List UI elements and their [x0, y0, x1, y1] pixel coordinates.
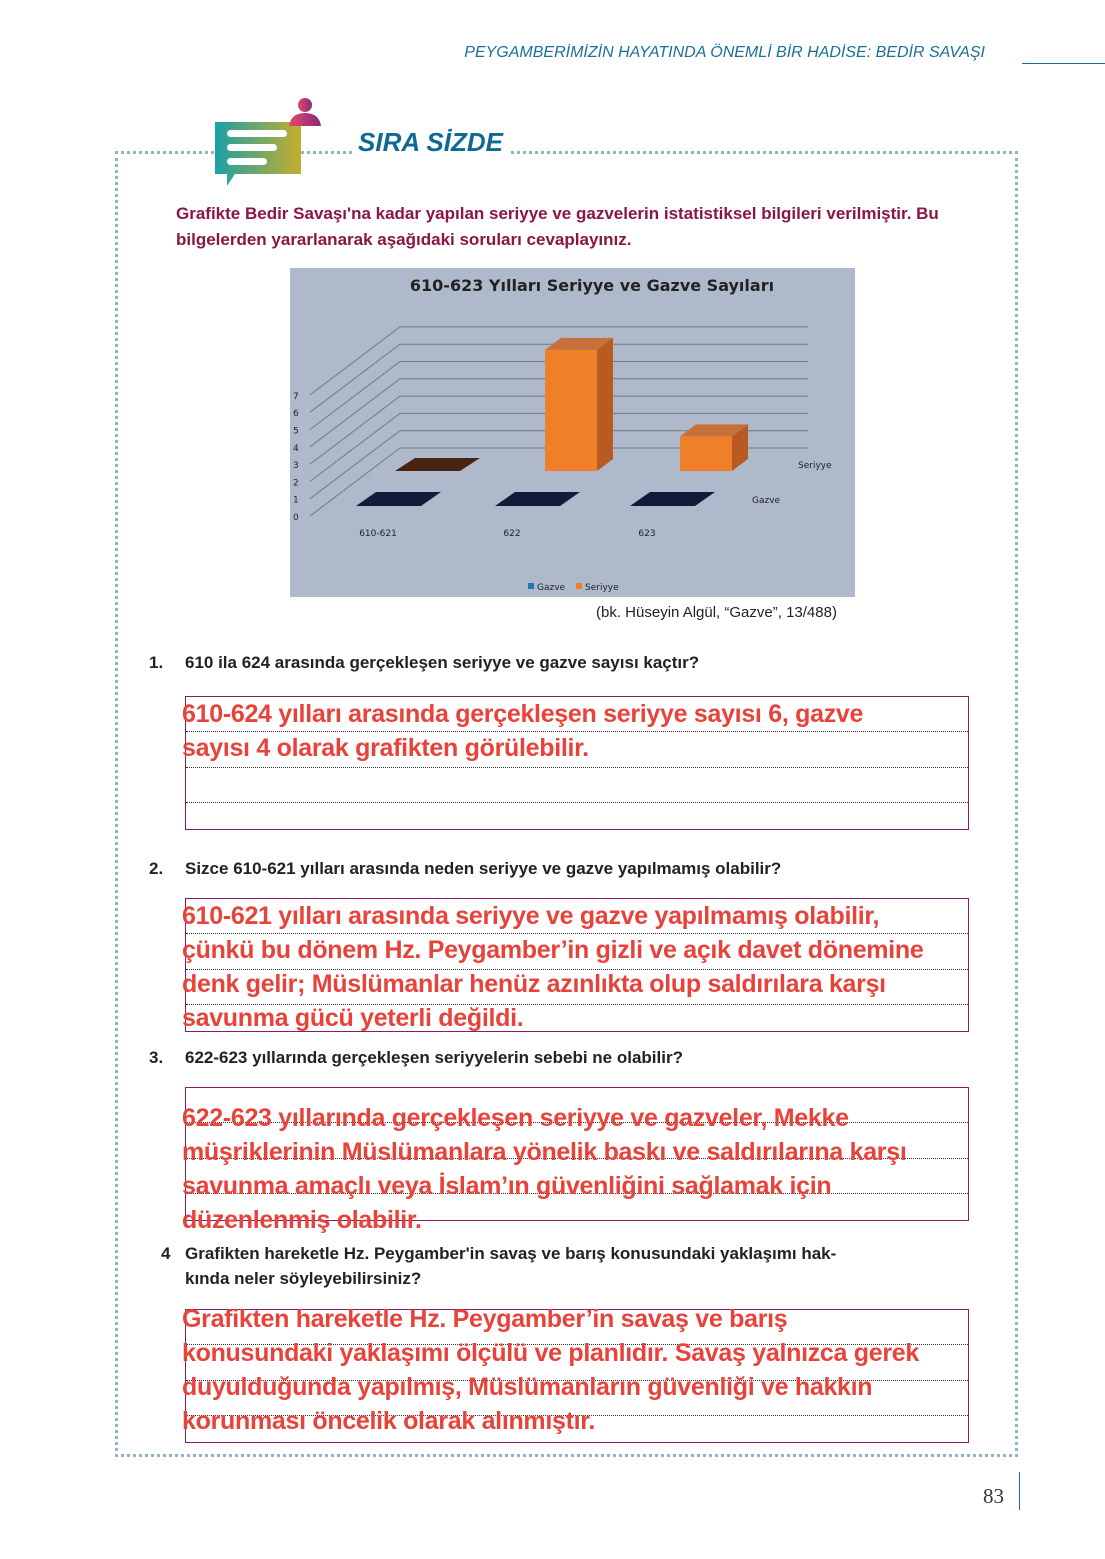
question-3	[149, 1045, 683, 1070]
question-text: Sizce 610-621 yılları arasında neden seriyye ve gazve yapılmamış olabilir?	[185, 859, 782, 878]
answer-line-text: 622-623 yıllarında gerçekleşen seriyye ve gazveler, Mekke	[182, 1104, 849, 1132]
answer-line	[186, 767, 968, 768]
question-number: 3.	[149, 1048, 164, 1067]
question-number: 1.	[149, 653, 164, 672]
question-text: 610 ila 624 arasında gerçekleşen seriyye ve gazve sayısı kaçtır?	[185, 653, 700, 672]
answer-line-text: konusundaki yaklaşımı ölçülü ve planlıdır. Savaş yalnızca gerek	[182, 1339, 919, 1367]
legend-label: Gazve	[537, 583, 566, 593]
question-number: 4	[161, 1244, 171, 1263]
y-tick-label: 0	[293, 513, 299, 523]
section-title: SIRA SİZDE	[352, 127, 509, 158]
y-tick-label: 4	[293, 443, 299, 454]
instructions: Grafikte Bedir Savaşı'na kadar yapılan seriyye ve gazvelerin istatistiksel bilgileri verilmiştir. Bu bilgelerden yararlanarak aşağıdaki soruları cevaplayınız.	[176, 204, 939, 249]
question-1	[149, 650, 700, 675]
seriyye-bar	[395, 458, 480, 471]
answer-line-text: müşriklerinin Müslümanlara yönelik baskı ve saldırılarına karşı	[182, 1138, 907, 1166]
question-number: 2.	[149, 859, 164, 878]
y-tick-label: 2	[293, 478, 299, 489]
y-tick-label: 7	[293, 391, 299, 402]
answer-line-text: korunması öncelik olarak alınmıştır.	[182, 1407, 595, 1435]
answer-line-text: Grafikten hareketle Hz. Peygamber’in savaş ve barış	[182, 1305, 788, 1333]
legend-label: Seriyye	[585, 583, 619, 593]
chart-title: 610-623 Yılları Seriyye ve Gazve Sayıları	[409, 276, 775, 295]
x-tick-label: 623	[638, 529, 656, 539]
question-text: 622-623 yıllarında gerçekleşen seriyyelerin sebebi ne olabilir?	[185, 1048, 683, 1067]
gazve-bar	[630, 492, 715, 506]
seriyye-bar	[545, 350, 597, 471]
speech-bubble-icon	[215, 96, 325, 188]
seriyye-bar-side	[597, 338, 613, 471]
answer-line-text: duyulduğunda yapılmış, Müslümanların güvenliği ve hakkın	[182, 1373, 873, 1401]
gazve-bar	[356, 492, 441, 506]
answer-line-text: çünkü bu dönem Hz. Peygamber’in gizli ve açık davet dönemine	[182, 936, 924, 964]
seriyye-bar	[680, 436, 732, 471]
question-text-cont: kında neler söyleyebilirsiniz?	[185, 1269, 422, 1288]
chart-svg	[290, 268, 855, 597]
answer-line	[186, 802, 968, 803]
y-tick-label: 6	[293, 409, 299, 420]
legend-swatch-gazve	[528, 583, 534, 589]
answer-line-text: savunma amaçlı veya İslam’ın güvenliğini sağlamak için	[182, 1172, 832, 1200]
answer-text	[182, 1302, 919, 1438]
answer-text	[182, 899, 923, 1035]
answer-line-text: 610-621 yılları arasında seriyye ve gazve yapılmamış olabilir,	[182, 902, 880, 930]
question-text: Grafikten hareketle Hz. Peygamber'in savaş ve barış konusundaki yaklaşımı hak-	[185, 1244, 837, 1263]
gazve-bar	[495, 492, 580, 506]
page-number-rule	[1019, 1472, 1020, 1510]
question-2	[149, 856, 782, 881]
answer-text	[182, 697, 863, 765]
answer-line-text: savunma gücü yeterli değildi.	[182, 1004, 524, 1032]
chart-source: (bk. Hüseyin Algül, “Gazve”, 13/488)	[596, 604, 837, 621]
y-tick-label: 3	[293, 461, 299, 472]
y-tick-label: 1	[293, 495, 299, 506]
x-tick-label: 622	[503, 529, 521, 539]
depth-label: Gazve	[752, 496, 781, 506]
depth-label: Seriyye	[798, 461, 832, 471]
running-title: PEYGAMBERİMİZİN HAYATINDA ÖNEMLİ BİR HADİSE: BEDİR SAVAŞI	[464, 44, 985, 61]
page-number: 83	[983, 1484, 1004, 1508]
answer-line-text: denk gelir; Müslümanlar henüz azınlıkta olup saldırılara karşı	[182, 970, 886, 998]
header-rule	[1022, 63, 1105, 64]
answer-text	[182, 1101, 907, 1237]
question-4	[161, 1241, 837, 1291]
bar-chart	[290, 268, 855, 597]
legend-swatch-seriyye	[576, 583, 582, 589]
answer-line-text: düzenlenmiş olabilir.	[182, 1206, 422, 1234]
y-tick-label: 5	[293, 426, 299, 437]
answer-line-text: 610-624 yılları arasında gerçekleşen seriyye sayısı 6, gazve	[182, 700, 864, 728]
x-tick-label: 610-621	[359, 529, 397, 539]
answer-line-text: sayısı 4 olarak grafikten görülebilir.	[182, 734, 589, 762]
